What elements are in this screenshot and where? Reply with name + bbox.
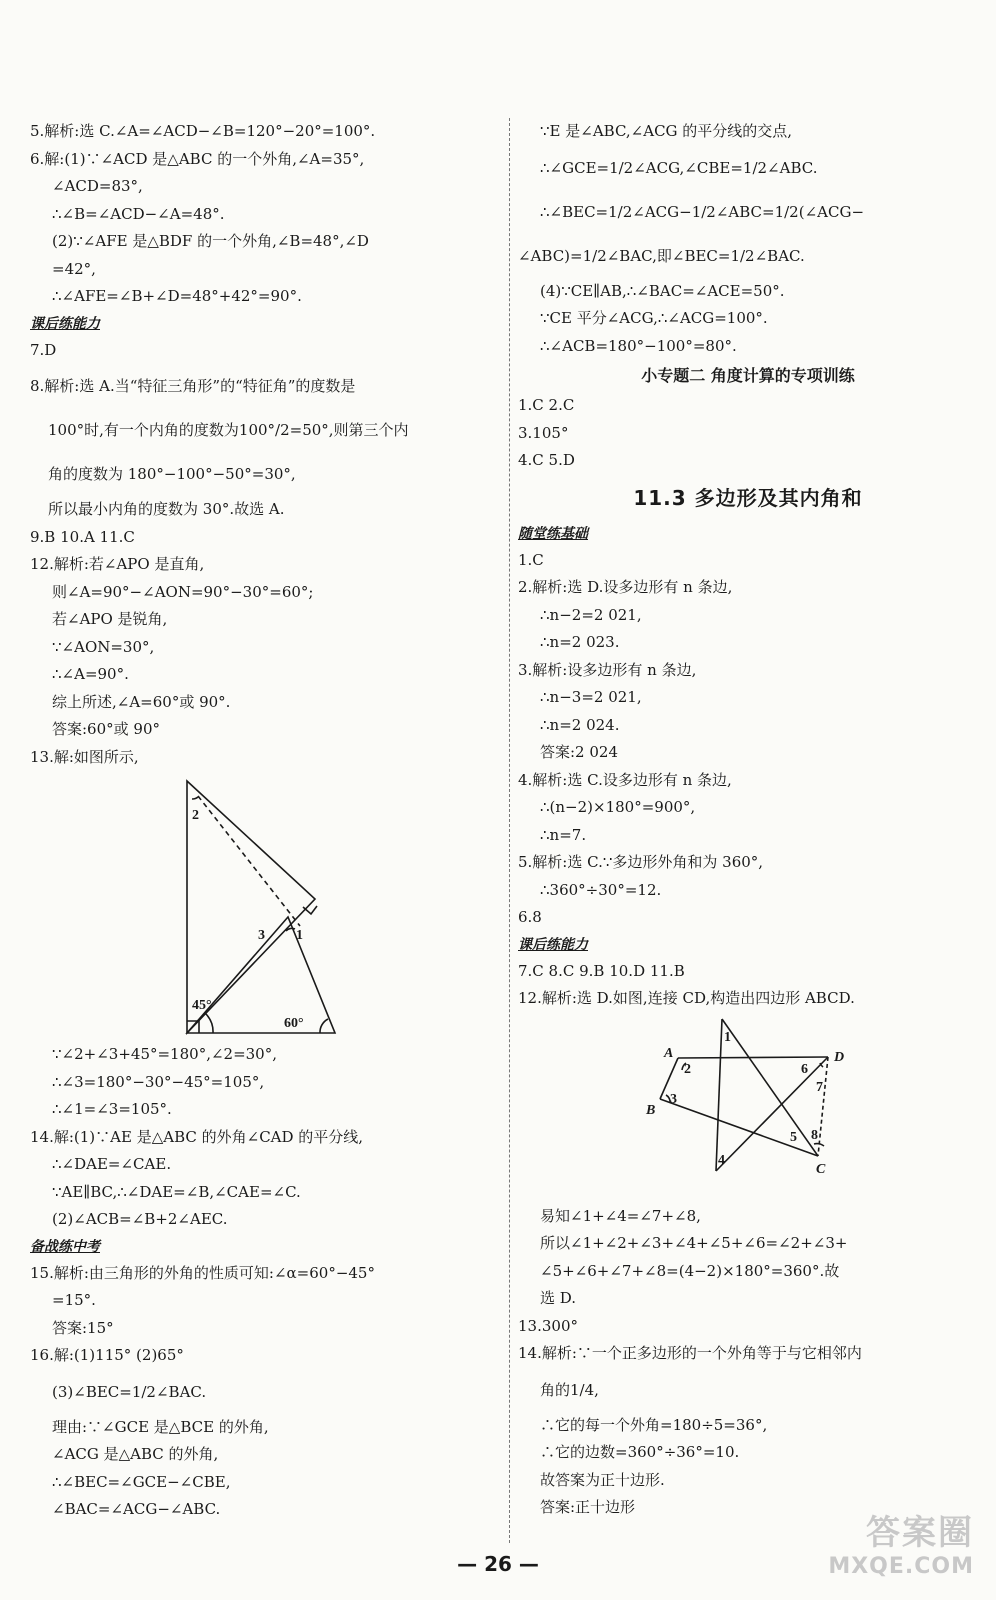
- angle-arc-60: [320, 1019, 328, 1033]
- text-line: 则∠A=90°−∠AON=90°−30°=60°;: [52, 582, 314, 601]
- angle-arc: [814, 1143, 824, 1145]
- topic-title: 小专题二 角度计算的专项训练: [641, 366, 855, 385]
- triangle-45: [187, 781, 315, 1033]
- section-heading: 课后练能力: [518, 936, 588, 953]
- left-block-a: [30, 118, 500, 311]
- text-line: 4.C 5.D: [518, 451, 575, 469]
- left-column: [30, 118, 500, 1524]
- text-line: 角的度数为 180°−100°−50°=30°,: [48, 465, 296, 483]
- column-divider: [509, 118, 510, 1543]
- figure-label: 4: [718, 1152, 725, 1168]
- right-block-c: [518, 547, 978, 932]
- left-block-b: [30, 337, 500, 772]
- text-line: 7.C 8.C 9.B 10.D 11.B: [518, 961, 685, 980]
- text-line: ∴∠ACB=180°−100°=80°.: [540, 336, 737, 355]
- text-line: ∠5+∠6+∠7+∠8=(4−2)×180°=360°.故: [540, 1261, 840, 1280]
- text-line: 答案:正十边形: [540, 1498, 636, 1516]
- text-line: (2)∠ACB=∠B+2∠AEC.: [52, 1210, 228, 1228]
- text-line: 1.C: [518, 550, 544, 569]
- segment-CD: [818, 1057, 828, 1156]
- text-line: 5.解析:选 C.∵多边形外角和为 360°,: [518, 853, 764, 871]
- figure-label: 7: [816, 1079, 823, 1095]
- watermark-text: 答案圈: [866, 1513, 974, 1553]
- text-line: ∴∠GCE=1/2∠ACG,∠CBE=1/2∠ABC.: [540, 158, 818, 177]
- text-line: 答案:60°或 90°: [52, 720, 160, 738]
- figure-label: 2: [192, 808, 199, 823]
- text-line: ∠BAC=∠ACG−∠ABC.: [52, 1500, 221, 1518]
- text-line: ∴n=2 024.: [540, 715, 620, 734]
- text-line: 3.105°: [518, 423, 569, 442]
- figure-label: 5: [790, 1129, 797, 1145]
- text-line: ∴∠1=∠3=105°.: [52, 1100, 172, 1118]
- segment-top-bottom: [716, 1019, 722, 1171]
- text-line: ∵CE 平分∠ACG,∴∠ACG=100°.: [540, 309, 768, 327]
- text-line: ∵AE∥BC,∴∠DAE=∠B,∠CAE=∠C.: [52, 1182, 301, 1201]
- text-line: 14.解:(1)∵AE 是△ABC 的外角∠CAD 的平分线,: [30, 1127, 364, 1146]
- figure-label: 1: [724, 1029, 731, 1045]
- right-column: [518, 118, 978, 1522]
- text-line: ∴∠BEC=1/2∠ACG−1/2∠ABC=1/2(∠ACG−: [540, 202, 865, 221]
- figure-label: 3: [258, 928, 265, 943]
- right-block-e: [518, 1203, 978, 1522]
- text-line: 5.解析:选 C.∠A=∠ACD−∠B=120°−20°=100°.: [30, 122, 376, 140]
- text-line: ∴n=7.: [540, 825, 587, 844]
- text-line: 易知∠1+∠4=∠7+∠8,: [540, 1206, 701, 1225]
- text-line: ∴∠DAE=∠CAE.: [52, 1155, 172, 1173]
- text-line: 8.解析:选 A.当“特征三角形”的“特征角”的度数是: [30, 377, 356, 395]
- text-line: 所以∠1+∠2+∠3+∠4+∠5+∠6=∠2+∠3+: [540, 1234, 848, 1252]
- text-line: ∴n−3=2 021,: [540, 688, 642, 706]
- text-line: 所以最小内角的度数为 30°.故选 A.: [48, 500, 285, 518]
- text-line: 14.解析:∵一个正多边形的一个外角等于与它相邻内: [518, 1344, 862, 1362]
- segment-AD: [678, 1057, 828, 1058]
- figure-star: [518, 1013, 978, 1203]
- figure-label: 3: [670, 1091, 677, 1107]
- figure-label: 2: [684, 1061, 691, 1077]
- text-line: ∠ACG 是△ABC 的外角,: [52, 1445, 219, 1463]
- text-line: 故答案为正十边形.: [540, 1470, 665, 1489]
- text-line: 100°时,有一个内角的度数为100°/2=50°,则第三个内: [48, 421, 409, 439]
- text-line: 7.D: [30, 340, 57, 359]
- text-line: ∠ABC)=1/2∠BAC,即∠BEC=1/2∠BAC.: [518, 246, 805, 265]
- figure-triangles: [30, 771, 500, 1041]
- text-line: ∴n=2 023.: [540, 633, 620, 651]
- angle-arc-2: [192, 797, 198, 799]
- text-line: 1.C 2.C: [518, 396, 575, 414]
- text-line: =42°,: [52, 259, 96, 278]
- text-line: ∵E 是∠ABC,∠ACG 的平分线的交点,: [540, 122, 793, 140]
- text-line: ∵∠AON=30°,: [52, 637, 155, 656]
- text-line: 6.8: [518, 908, 542, 926]
- text-line: 答案:2 024: [540, 743, 618, 761]
- angle-arc-45: [206, 1014, 213, 1033]
- text-line: 4.解析:选 C.设多边形有 n 条边,: [518, 770, 732, 789]
- figure-label: 45°: [192, 998, 212, 1013]
- text-line: =15°.: [52, 1291, 96, 1309]
- text-line: 13.解:如图所示,: [30, 747, 139, 766]
- left-block-d: [30, 1260, 500, 1524]
- text-line: 6.解:(1)∵∠ACD 是△ABC 的一个外角,∠A=35°,: [30, 149, 365, 168]
- figure-label: 1: [296, 928, 303, 943]
- watermark-logo: [828, 1505, 974, 1579]
- text-line: ∠ACD=83°,: [52, 177, 143, 195]
- text-line: ∴它的边数=360°÷36°=10.: [540, 1443, 740, 1461]
- figure-label: A: [664, 1045, 674, 1061]
- text-line: 2.解析:选 D.设多边形有 n 条边,: [518, 578, 733, 596]
- text-line: ∴它的每一个外角=180÷5=36°,: [540, 1415, 768, 1434]
- text-line: 综上所述,∠A=60°或 90°.: [52, 692, 231, 711]
- section-title: 11.3 多边形及其内角和: [633, 485, 863, 510]
- star-diagram: [518, 1013, 978, 1203]
- page-number: — 26 —: [457, 1552, 539, 1576]
- right-block-a: [518, 118, 978, 360]
- text-line: (3)∠BEC=1/2∠BAC.: [52, 1382, 207, 1401]
- text-line: ∴∠BEC=∠GCE−∠CBE,: [52, 1472, 231, 1491]
- text-line: ∴∠A=90°.: [52, 665, 129, 683]
- text-line: 理由:∵∠GCE 是△BCE 的外角,: [52, 1417, 269, 1436]
- text-line: 13.300°: [518, 1316, 578, 1335]
- section-heading: 备战练中考: [30, 1238, 100, 1255]
- text-line: 9.B 10.A 11.C: [30, 527, 135, 546]
- right-block-d: [518, 958, 978, 1013]
- dashed-line: [198, 796, 300, 926]
- section-heading: 随堂练基础: [518, 525, 588, 542]
- triangle-diagram: [30, 771, 500, 1041]
- text-line: 若∠APO 是锐角,: [52, 610, 168, 628]
- text-line: ∴∠AFE=∠B+∠D=48°+42°=90°.: [52, 287, 302, 305]
- text-line: ∴∠3=180°−30°−45°=105°,: [52, 1072, 265, 1091]
- text-line: 16.解:(1)115° (2)65°: [30, 1346, 184, 1364]
- figure-label: 60°: [284, 1016, 304, 1031]
- right-block-b: [518, 392, 978, 475]
- text-line: ∴∠B=∠ACD−∠A=48°.: [52, 204, 225, 223]
- left-block-c: [30, 1041, 500, 1234]
- text-line: 12.解析:选 D.如图,连接 CD,构造出四边形 ABCD.: [518, 989, 855, 1007]
- text-line: (2)∵∠AFE 是△BDF 的一个外角,∠B=48°,∠D: [52, 232, 369, 250]
- text-line: 15.解析:由三角形的外角的性质可知:∠α=60°−45°: [30, 1263, 375, 1282]
- figure-label: 6: [801, 1061, 808, 1077]
- watermark-url: MXQE.COM: [828, 1554, 974, 1579]
- text-line: 12.解析:若∠APO 是直角,: [30, 555, 205, 573]
- text-line: ∵∠2+∠3+45°=180°,∠2=30°,: [52, 1045, 277, 1063]
- figure-label: D: [834, 1049, 845, 1065]
- text-line: 答案:15°: [52, 1318, 114, 1337]
- figure-label: 8: [811, 1127, 818, 1143]
- segment-top-C: [722, 1019, 818, 1156]
- text-line: 3.解析:设多边形有 n 条边,: [518, 660, 697, 679]
- text-line: 角的1/4,: [540, 1380, 599, 1399]
- text-line: ∴n−2=2 021,: [540, 605, 642, 624]
- text-line: ∴(n−2)×180°=900°,: [540, 798, 696, 816]
- figure-label: B: [646, 1102, 656, 1118]
- figure-label: C: [816, 1161, 826, 1177]
- text-line: 选 D.: [540, 1289, 577, 1307]
- text-line: ∴360°÷30°=12.: [540, 880, 662, 899]
- text-line: (4)∵CE∥AB,∴∠BAC=∠ACE=50°.: [540, 281, 785, 300]
- section-heading: 课后练能力: [30, 315, 100, 332]
